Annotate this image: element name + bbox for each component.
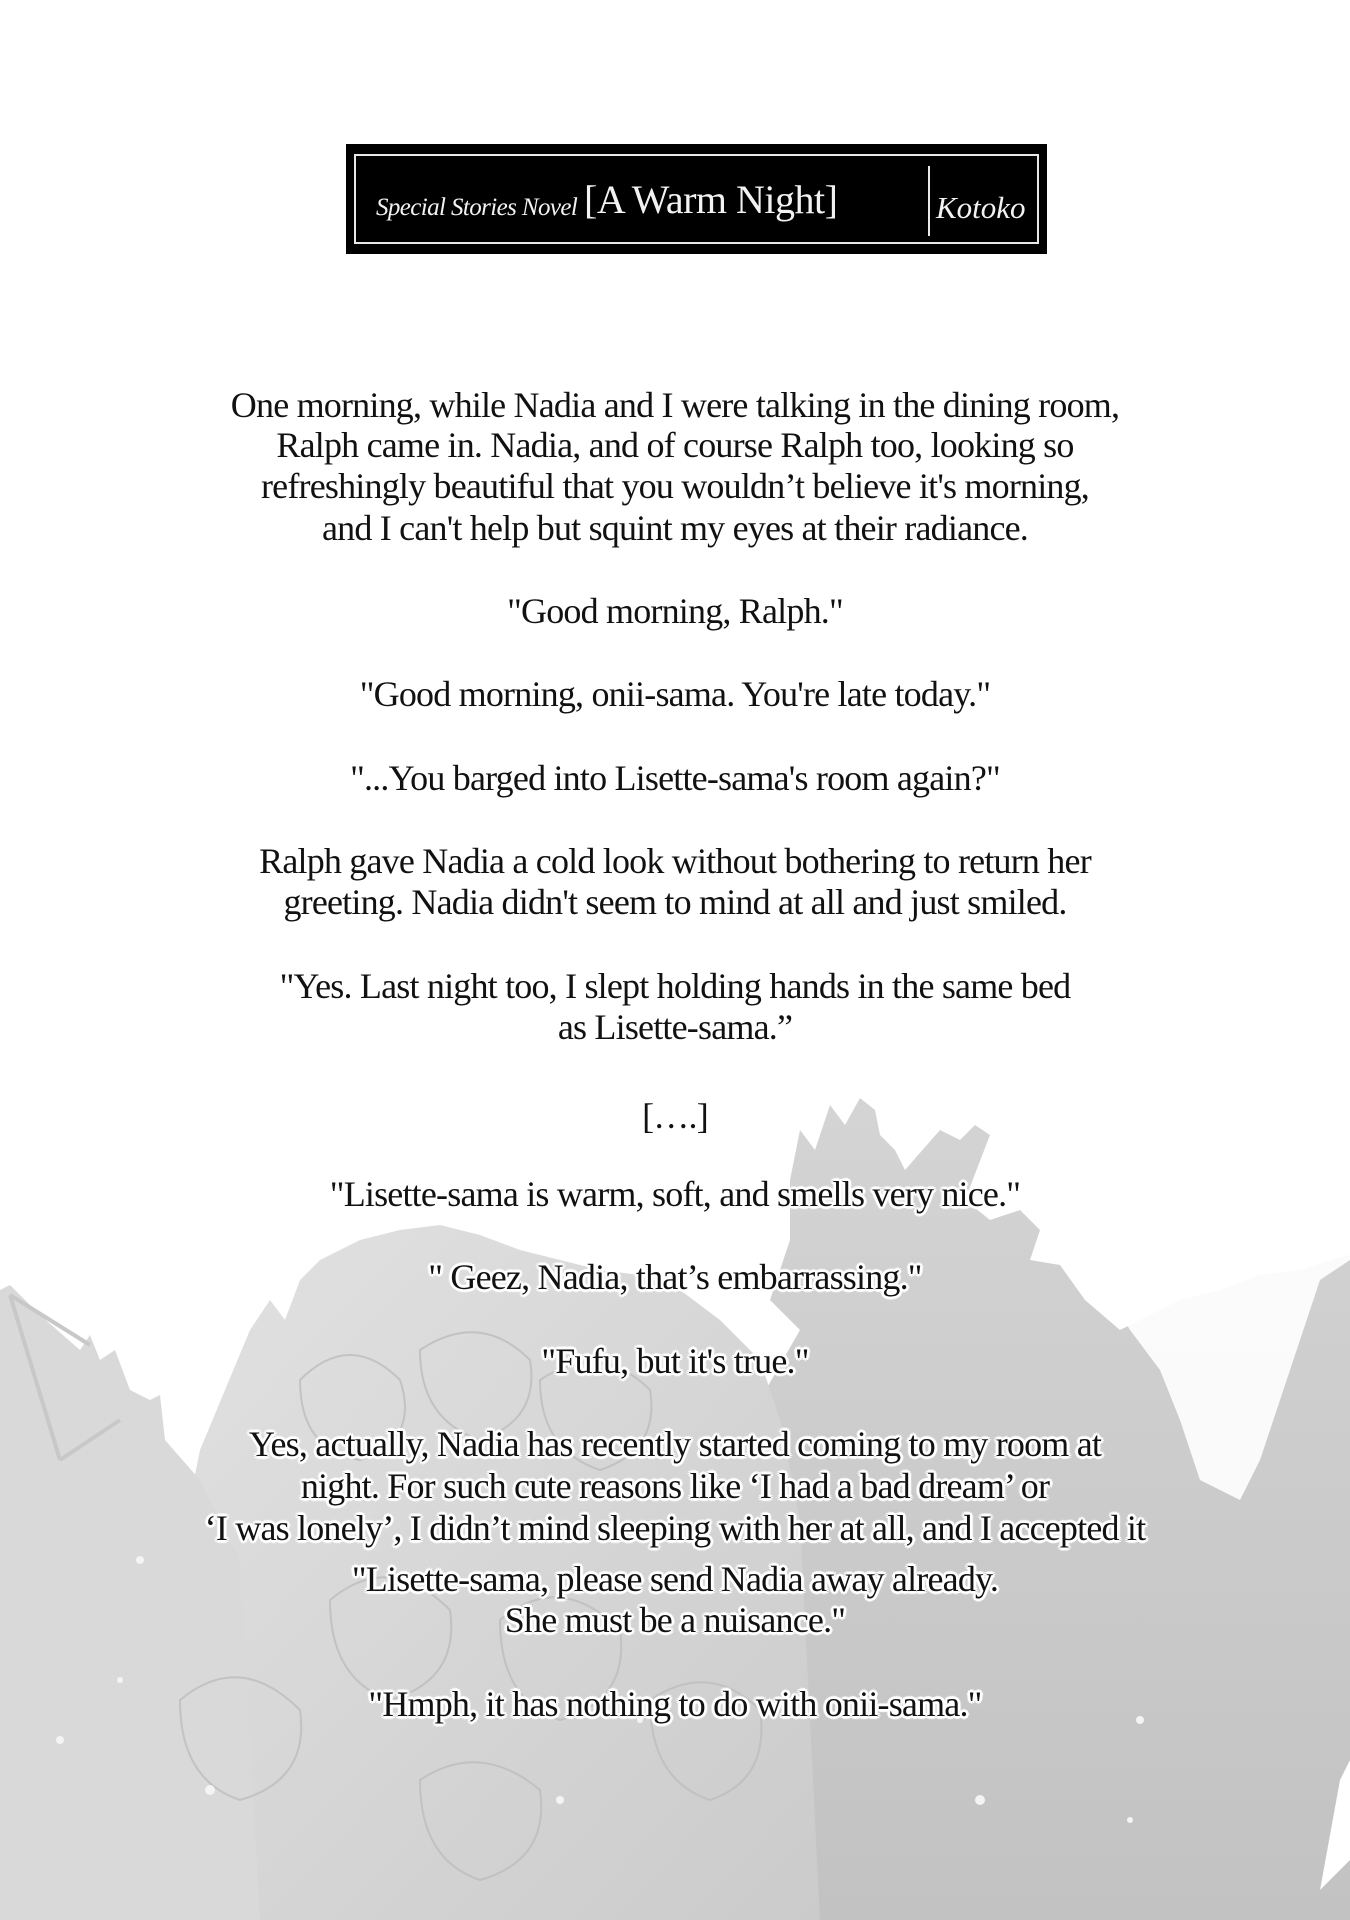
paragraph-line: Ralph came in. Nadia, and of course Ralph too, looking so — [276, 425, 1074, 465]
dialogue-line: "Good morning, Ralph." — [507, 591, 843, 631]
dialogue-line: She must be a nuisance." — [504, 1600, 846, 1640]
dialogue-line: "Yes. Last night too, I slept holding hands in the same bed — [279, 966, 1071, 1006]
dialogue-line: " Geez, Nadia, that’s embarrassing." — [428, 1257, 922, 1297]
dialogue-line: "Good morning, onii-sama. You're late today." — [359, 674, 991, 714]
title-banner — [346, 144, 1047, 254]
dialogue-line: as Lisette-sama.” — [557, 1007, 793, 1047]
paragraph-line: greeting. Nadia didn't seem to mind at all and just smiled. — [283, 882, 1067, 922]
dialogue-line: "Lisette-sama, please send Nadia away already. — [351, 1559, 999, 1599]
series-label: Special Stories Novel — [376, 194, 578, 221]
dialogue-line: "...You barged into Lisette-sama's room again?" — [350, 758, 1000, 798]
paragraph-line: One morning, while Nadia and I were talking in the dining room, — [230, 385, 1120, 425]
author-name: Kotoko — [936, 190, 1026, 225]
paragraph-line: and I can't help but squint my eyes at their radiance. — [321, 508, 1029, 548]
paragraph-line: ‘I was lonely’, I didn’t mind sleeping with her at all, and I accepted it — [204, 1508, 1146, 1548]
dialogue-line: "Hmph, it has nothing to do with onii-sama." — [368, 1684, 982, 1724]
dialogue-line: "Fufu, but it's true." — [541, 1341, 809, 1381]
dialogue-line: "Lisette-sama is warm, soft, and smells very nice." — [329, 1174, 1021, 1214]
ellipsis-line: [….] — [642, 1096, 708, 1136]
story-title: [A Warm Night] — [584, 177, 838, 222]
paragraph-line: refreshingly beautiful that you wouldn’t believe it's morning, — [260, 466, 1090, 506]
title-divider — [928, 166, 930, 236]
title-inner-frame — [354, 154, 1039, 244]
paragraph-line: Yes, actually, Nadia has recently started coming to my room at — [248, 1424, 1102, 1464]
paragraph-line: night. For such cute reasons like ‘I had a bad dream’ or — [300, 1466, 1050, 1506]
paragraph-line: Ralph gave Nadia a cold look without bothering to return her — [259, 841, 1091, 881]
